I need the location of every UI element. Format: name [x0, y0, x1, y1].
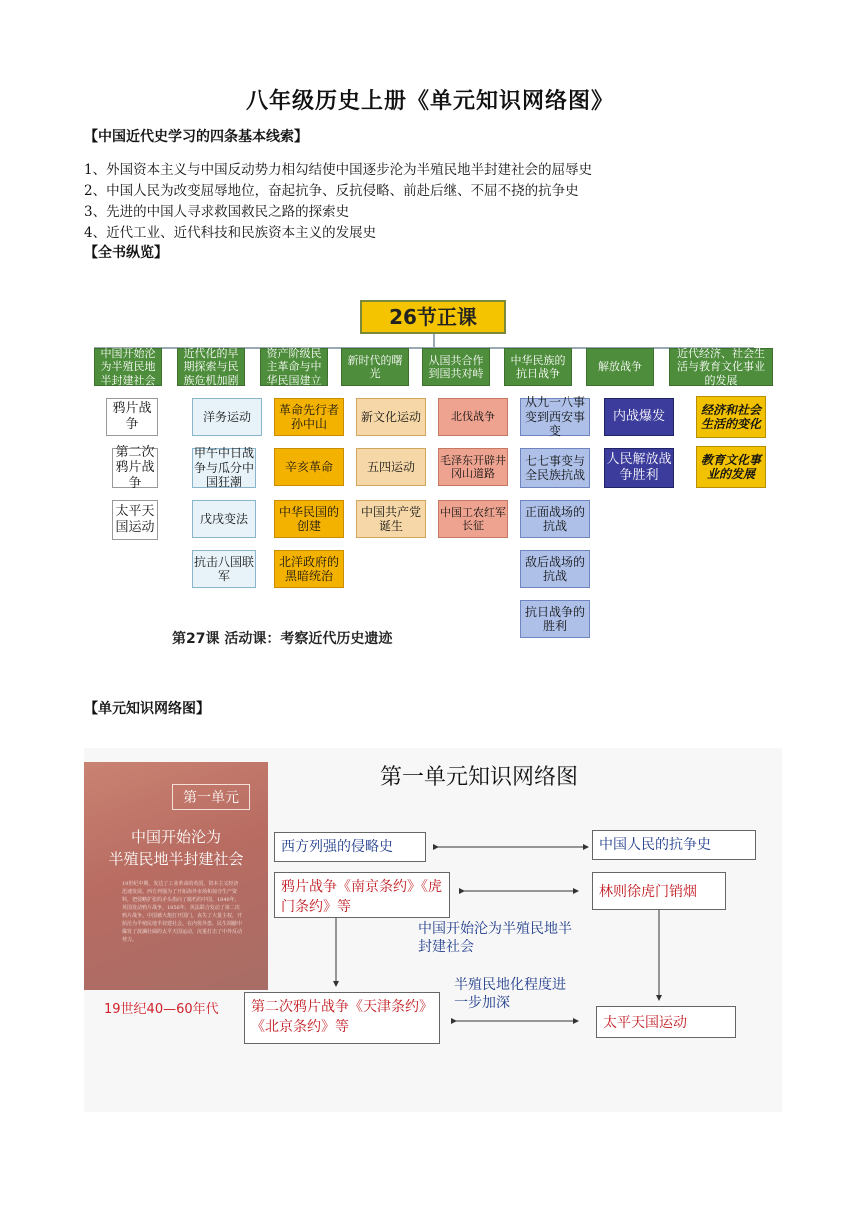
- tree-node: 革命先行者孙中山: [274, 398, 344, 436]
- tree-node: 从九一八事变到西安事变: [520, 398, 590, 436]
- era-label: 19世纪40—60年代: [104, 1002, 219, 1017]
- tree-node: 毛泽东开辟井冈山道路: [438, 448, 508, 486]
- clue-list: [84, 160, 592, 244]
- tree-node: 教育文化事业的发展: [696, 446, 766, 488]
- tree-header: 解放战争: [586, 348, 654, 386]
- clue-item: 4、近代工业、近代科技和民族资本主义的发展史: [84, 225, 377, 241]
- semi-colonial-label: 中国开始沦为半殖民地半封建社会: [418, 921, 572, 955]
- tree-node: 抗日战争的胜利: [520, 600, 590, 638]
- tree-header: 中华民族的抗日战争: [504, 348, 572, 386]
- tree-header: 资产阶级民主革命与中华民国建立: [260, 348, 328, 386]
- section-heading-network: 【单元知识网络图】: [84, 701, 210, 717]
- tree-node: 中国共产党诞生: [356, 500, 426, 538]
- tree-header: 从国共合作到国共对峙: [422, 348, 490, 386]
- clue-item: 2、中国人民为改变屈辱地位，奋起抗争、反抗侵略、前赴后继、不屈不挠的抗争史: [84, 183, 579, 199]
- tree-header: 近代化的早期探索与民族危机加剧: [177, 348, 245, 386]
- tree-node: 中国工农红军长征: [438, 500, 508, 538]
- tree-node: 戊戌变法: [192, 500, 256, 538]
- book-overview-diagram: [84, 284, 782, 682]
- tree-header: 近代经济、社会生活与教育文化事业的发展: [669, 348, 773, 386]
- resistance-history-box: 中国人民的抗争史: [592, 830, 756, 860]
- tree-node: 正面战场的抗战: [520, 500, 590, 538]
- tree-node: 第二次鸦片战争: [112, 448, 158, 488]
- cover-unit-label: 第一单元: [172, 784, 250, 810]
- page-title: 八年级历史上册《单元知识网络图》: [245, 88, 614, 114]
- opium-war-box: 鸦片战争《南京条约》《虎门条约》等: [274, 872, 450, 918]
- tree-node: 太平天国运动: [112, 500, 158, 540]
- second-opium-war-box: 第二次鸦片战争《天津条约》《北京条约》等: [244, 992, 440, 1044]
- clue-item: 3、先进的中国人寻求救国救民之路的探索史: [84, 204, 350, 220]
- tree-node: 内战爆发: [604, 398, 674, 436]
- unit-one-network-diagram: [84, 748, 782, 1112]
- network-title: 第一单元知识网络图: [380, 765, 579, 790]
- humen-box: 林则徐虎门销烟: [592, 872, 726, 910]
- cover-title: 中国开始沦为 半殖民地半封建社会: [108, 828, 244, 868]
- tree-node: 新文化运动: [356, 398, 426, 436]
- invasion-history-box: 西方列强的侵略史: [274, 832, 426, 862]
- taiping-box: 太平天国运动: [596, 1006, 736, 1038]
- deepen-label: 半殖民地化程度进一步加深: [454, 977, 566, 1011]
- activity-lesson-label: 第27课 活动课：考察近代历史遗迹: [172, 631, 393, 647]
- tree-node: 经济和社会生活的变化: [696, 396, 766, 438]
- tree-node: 七七事变与全民族抗战: [520, 448, 590, 488]
- tree-node: 甲午中日战争与瓜分中国狂潮: [193, 446, 254, 490]
- tree-node: 北洋政府的黑暗统治: [274, 550, 344, 588]
- tree-root: 26节正课: [360, 300, 506, 334]
- network-arrows: [84, 748, 782, 1112]
- section-heading-clues: 【中国近代史学习的四条基本线索】: [84, 129, 308, 145]
- tree-node: 抗击八国联军: [192, 550, 256, 588]
- tree-header: 新时代的曙光: [341, 348, 409, 386]
- clue-item: 1、外国资本主义与中国反动势力相勾结使中国逐步沦为半殖民地半封建社会的屈辱史: [84, 162, 593, 178]
- tree-header: 中国开始沦为半殖民地半封建社会: [94, 348, 162, 386]
- tree-node: 鸦片战争: [106, 398, 158, 436]
- tree-node: 敌后战场的抗战: [520, 550, 590, 588]
- tree-node: 辛亥革命: [274, 448, 344, 486]
- tree-node: 中华民国的创建: [274, 500, 344, 538]
- tree-node: 人民解放战争胜利: [604, 448, 674, 488]
- cover-body-text: 19世纪中期，发达了工业革命的英国，资本主义经济迅速发展。西方列强为了开拓海外市场和掠夺生产资料，把侵略扩张的矛头指向了腐朽的中国。1840年，英国发动鸦片战争。1856年，英法联合发动了第二次鸦片战争。中国被大炮打开国门，丧失了大量主权，开始沦为半殖民地半封建社会。在内忧外患、民生凋敝中爆发了波澜壮阔的太平天国运动，沉重打击了中外反动势力。: [122, 881, 243, 943]
- section-heading-overview: 【全书纵览】: [84, 245, 168, 261]
- tree-node: 北伐战争: [438, 398, 508, 436]
- tree-node: 五四运动: [356, 448, 426, 486]
- tree-node: 洋务运动: [192, 398, 262, 436]
